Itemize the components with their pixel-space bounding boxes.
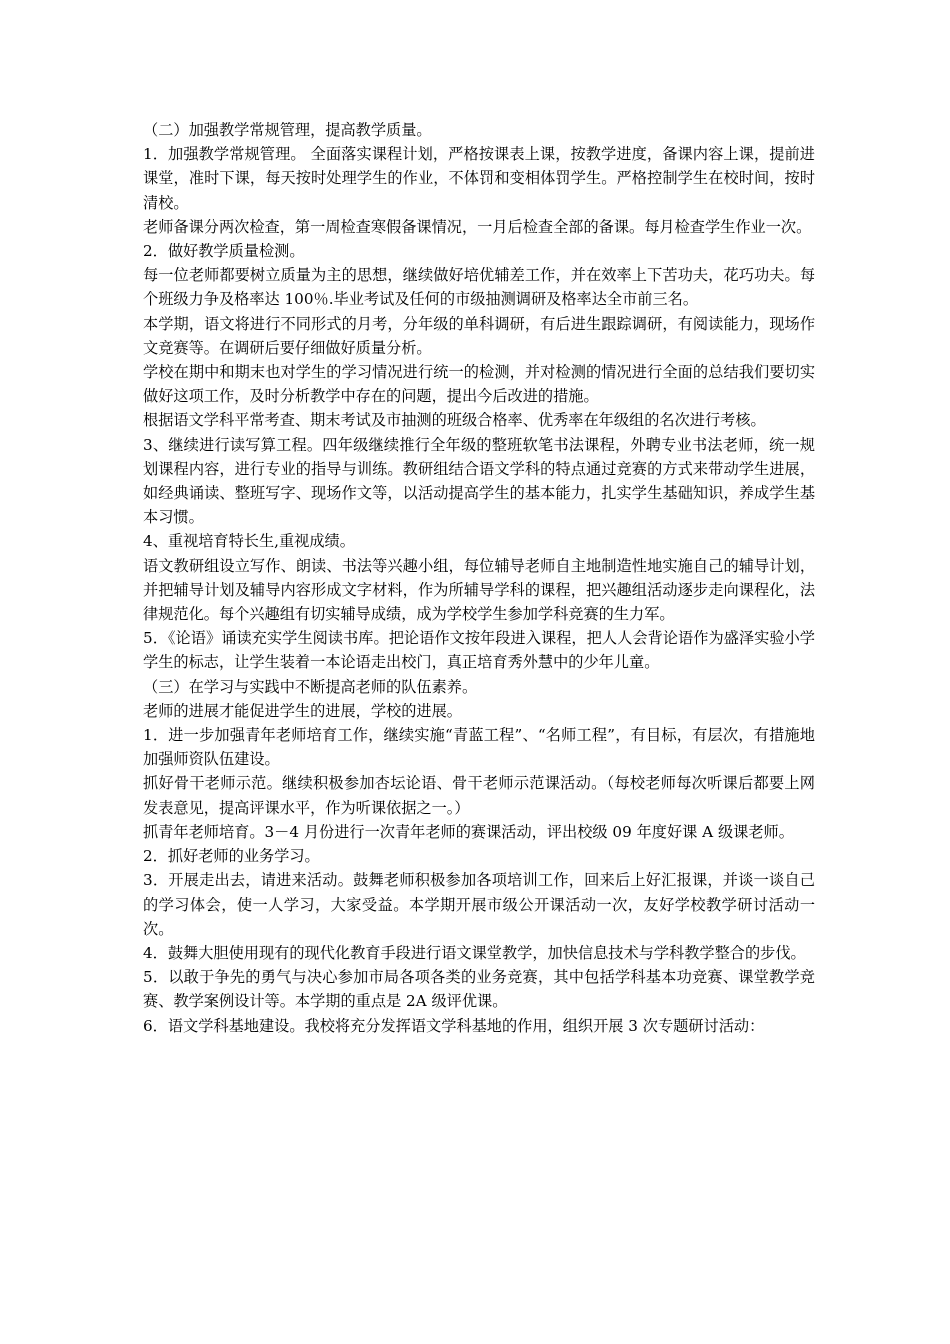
- paragraph: 4．鼓舞大胆使用现有的现代化教育手段进行语文课堂教学，加快信息技术与学科教学整合的步伐。: [143, 943, 806, 962]
- paragraph: 4、重视培育特长生,重视成绩。: [143, 532, 355, 551]
- paragraph: 5．《论语》诵读充实学生阅读书库。把论语作文按年段进入课程，把人人会背论语作为盛泽实验小学学生的标志，让学生装着一本论语走出校门，真正培育秀外慧中的少年儿童。: [143, 629, 815, 672]
- paragraph: 老师备课分两次检查，第一周检查寒假备课情况，一月后检查全部的备课。每月检查学生作业一次。: [143, 217, 812, 236]
- paragraph: 3、继续进行读写算工程。四年级继续推行全年级的整班软笔书法课程，外聘专业书法老师，统一规划课程内容，进行专业的指导与训练。教研组结合语文学科的特点通过竞赛的方式来带动学生进展，如经典诵读、整班写字、现场作文等，以活动提高学生的基本能力，扎实学生基础知识，养成学生基本习惯。: [143, 435, 815, 527]
- paragraph: 5．以敢于争先的勇气与决心参加市局各项各类的业务竞赛，其中包括学科基本功竞赛、课堂教学竞赛、教学案例设计等。本学期的重点是 2A 级评优课。: [143, 968, 815, 1011]
- paragraph: 老师的进展才能促进学生的进展，学校的进展。: [143, 701, 462, 720]
- paragraph: 学校在期中和期末也对学生的学习情况进行统一的检测，并对检测的情况进行全面的总结我们要切实做好这项工作，及时分析教学中存在的问题，提出今后改进的措施。: [143, 363, 815, 406]
- paragraph: 抓青年老师培育。3－4 月份进行一次青年老师的赛课活动，评出校级 09 年度好课 A 级课老师。: [143, 822, 794, 841]
- paragraph: 1．进一步加强青年老师培育工作，继续实施“青蓝工程”、“名师工程”，有目标，有层次，有措施地加强师资队伍建设。: [143, 726, 815, 769]
- paragraph: 本学期，语文将进行不同形式的月考，分年级的单科调研，有后进生跟踪调研，有阅读能力，现场作文竞赛等。在调研后要仔细做好质量分析。: [143, 314, 815, 357]
- paragraph: 2．抓好老师的业务学习。: [143, 847, 320, 866]
- paragraph: 3．开展走出去，请进来活动。鼓舞老师积极参加各项培训工作，回来后上好汇报课，并谈一谈自己的学习体会，使一人学习，大家受益。本学期开展市级公开课活动一次，友好学校教学研讨活动一次。: [143, 871, 815, 938]
- section-heading-3: （三）在学习与实践中不断提高老师的队伍素养。: [143, 677, 478, 696]
- paragraph: 1．加强教学常规管理。 全面落实课程计划，严格按课表上课，按教学进度，备课内容上课，提前进课堂，准时下课，每天按时处理学生的作业，不体罚和变相体罚学生。严格控制学生在校时间，按时清校。: [143, 145, 815, 212]
- paragraph: 2．做好教学质量检测。: [143, 242, 305, 261]
- document-body: [143, 118, 815, 1038]
- paragraph: 6．语文学科基地建设。我校将充分发挥语文学科基地的作用，组织开展 3 次专题研讨活动：: [143, 1016, 765, 1035]
- paragraph: 语文教研组设立写作、朗读、书法等兴趣小组，每位辅导老师自主地制造性地实施自己的辅导计划，并把辅导计划及辅导内容形成文字材料，作为所辅导学科的课程，把兴趣组活动逐步走向课程化，法律规范化。每个兴趣组有切实辅导成绩，成为学校学生参加学科竞赛的生力军。: [143, 556, 815, 624]
- paragraph: 根据语文学科平常考查、期末考试及市抽测的班级合格率、优秀率在年级组的名次进行考核。: [143, 411, 766, 430]
- paragraph: 每一位老师都要树立质量为主的思想，继续做好培优辅差工作，并在效率上下苦功夫，花巧功夫。每个班级力争及格率达 100％.毕业考试及任何的市级抽测调研及格率达全市前三名。: [143, 266, 815, 309]
- section-heading-2: （二）加强教学常规管理，提高教学质量。: [143, 121, 432, 139]
- paragraph: 抓好骨干老师示范。继续积极参加杏坛论语、骨干老师示范课活动。（每校老师每次听课后都要上网发表意见，提高评课水平，作为听课依据之一。）: [143, 774, 815, 817]
